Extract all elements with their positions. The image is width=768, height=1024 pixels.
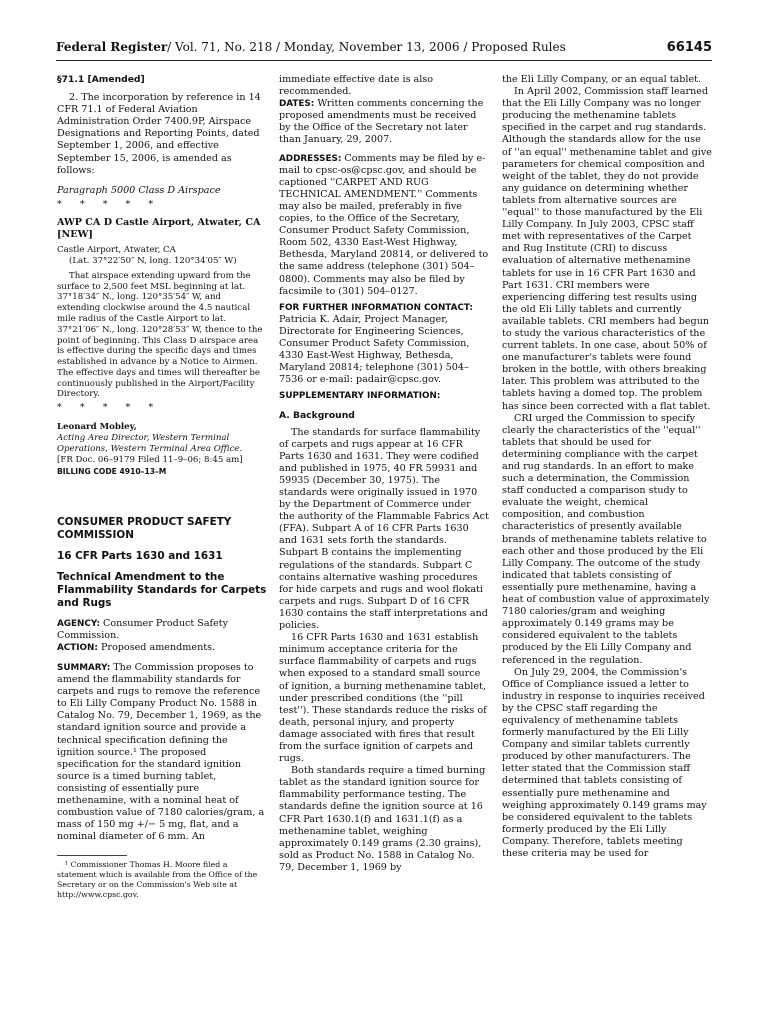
billing-code: BILLING CODE 4910–13–M: [57, 466, 167, 476]
airspace-description: That airspace extending upward from the surface to 2,500 feet MSL beginning at lat. 37°18′34″ N., long. 120°35′54″ W, and extending clockwise around the 4.5 nautical mile radius of the Castle Airport to lat. 37°21′06″ N., long. 120°28′53″ W, thence to the point of beginning. This Class D airspace area is effective during the specific days and times established in advance by a Notice to Airmen. The effective days and times will thereafter be continuously published in the Airport/Facility Directory.: [57, 270, 263, 400]
airspace-title: AWP CA D Castle Airport, Atwater, CA [NEW]: [57, 216, 261, 241]
summary-label: SUMMARY:: [57, 662, 111, 673]
airport-location: Castle Airport, Atwater, CA: [57, 245, 176, 256]
background-para-3: Both standards require a timed burning tablet as the standard ignition source for flammability performance testing. The standards define the ignition source at 16 CFR Part 1630.1(f) and 1631.1(f) as a methenamine tablet, weighing approximately 0.149 grams (2.30 grains), sold as Product No. 1588 in Catalog No. 79, December 1, 1969 by: [279, 765, 486, 873]
stars-divider: * * * * *: [57, 198, 154, 210]
fr-doc-line: [FR Doc. 06–9179 Filed 11–9–06; 8:45 am]: [57, 454, 243, 465]
addresses-text: Comments may be filed by e-mail to cpsc-os@cpsc.gov, and should be captioned ''CARPET AND RUG TECHNICAL AMENDMENT.'' Comments may also be mailed, preferably in five copies, to the Office of the Secretary, Consumer Product Safety Commission, Room 502, 4330 East-West Highway, Bethesda, Maryland 20814, or delivered to the same address (telephone (301) 504–0800). Comments may also be filed by facsimile to (301) 504–0127.: [279, 152, 489, 297]
background-continued: the Eli Lilly Company, or an equal tablet.: [502, 74, 702, 85]
airport-coords: (Lat. 37°22′50″ N, long. 120°34′05″ W): [69, 255, 237, 266]
agency-name: CONSUMER PRODUCT SAFETY COMMISSION: [57, 515, 232, 541]
supplementary-label: SUPPLEMENTARY INFORMATION:: [279, 391, 441, 402]
summary-text: The Commission proposes to amend the flammability standards for carpets and rugs to remove the reference to Eli Lilly Company Product No. 1588 in Catalog No. 79, December 1, 1969, as the standard ignition source and provide a technical specification defining the ignition source.¹ The proposed specification for the standard ignition source is a timed burning tablet, consisting of essentially pure methenamine, with a nominal heat of combustion value of 7180 calories/gram, a mass of 150 mg +/− 5 mg, flat, and a nominal diameter of 6 mm. An: [57, 661, 265, 843]
dates-text: Written comments concerning the proposed amendments must be received by the Office of the Secretary not later than January, 29, 2007.: [279, 98, 484, 146]
footnote: ¹ Commissioner Thomas H. Moore filed a statement which is available from the Office of the Secretary or on the Commission's Web site at http://www.cpsc.gov.: [57, 860, 258, 900]
col3-para-2: CRI urged the Commission to specify clearly the characteristics of the ''equal'' tablets that should be used for determining compliance with the carpet and rug standards. In an effort to make such a determination, the Commission staff conducted a comparison study to evaluate the weight, chemical composition, and combustion characteristics of presently available brands of methenamine tablets relative to each other and those produced by the Eli Lilly Company. The outcome of the study indicated that tablets consisting of essentially pure methenamine, having a heat of combustion value of approximately 7180 calories/gram and weighing approximately 0.149 grams may be considered equivalent to the tablets produced by the Eli Lilly Company and referenced in the regulation.: [502, 412, 710, 666]
background-para-2: 16 CFR Parts 1630 and 1631 establish minimum acceptance criteria for the surface flammability of carpets and rugs when exposed to a standard small source of ignition, a burning methenamine tablet, under prescribed conditions (the ''pill test''). These standards reduce the risks of death, personal injury, and property damage associated with fires that result from the surface ignition of carpets and rugs.: [279, 632, 487, 765]
column-1: [57, 74, 267, 900]
agency-label: AGENCY:: [57, 618, 100, 629]
column-3: [502, 74, 712, 860]
agency-text: Consumer Product Safety Commission.: [57, 617, 229, 641]
further-info-label: FOR FURTHER INFORMATION CONTACT:: [279, 302, 473, 313]
amend-paragraph: 2. The incorporation by reference in 14 CFR 71.1 of Federal Aviation Administration Order 7400.9P, Airspace Designations and Reporting Points, dated September 1, 2006, and effective September 15, 2006, is amended as follows:: [57, 92, 261, 176]
col3-para-1: In April 2002, Commission staff learned that the Eli Lilly Company was no longer producing the methenamine tablets specified in the carpet and rug standards. Although the standards allow for the use of ''an equal'' methenamine tablet and give parameters for chemical composition and weight of the tablet, they do not provide any guidance on determining whether tablets from alternative sources are ''equal'' to those manufactured by the Eli Lilly Company. In July 2003, CPSC staff met with representatives of the Carpet and Rug Institute (CRI) to discuss evaluation of alternative methenamine tablets for use in 16 CFR Part 1630 and Part 1631. CRI members were experiencing differing test results using the old Eli Lilly tablets and currently available tablets. CRI members had begun to study the various characteristics of the current tablets. In one case, about 50% of one manufacturer's tablets were found broken in the bottle, with others breaking later. This problem was attributed to the tablets having a domed top. The problem has since been corrected with a flat tablet.: [502, 86, 712, 412]
footnote-rule: [57, 855, 127, 856]
signer-title: Acting Area Director, Western Terminal Operations, Western Terminal Area Office.: [57, 433, 243, 454]
action-label: ACTION:: [57, 642, 98, 653]
background-para-1: The standards for surface flammability of carpets and rugs appear at 16 CFR Parts 1630 and 1631. They were codified and published in 1975, 40 FR 59931 and 59935 (December 30, 1975). The standards were originally issued in 1970 by the Department of Commerce under the authority of the Flammable Fabrics Act (FFA). Subpart A of 16 CFR Parts 1630 and 1631 sets forth the standards. Subpart B contains the implementing regulations of the standards. Subpart C contains alternative washing procedures for hide carpets and rugs and wool flokati carpets and rugs. Subpart D of 16 CFR 1630 contains the staff interpretations and policies.: [279, 426, 489, 632]
cfr-parts: 16 CFR Parts 1630 and 1631: [57, 549, 223, 562]
further-info-text: Patricia K. Adair, Project Manager, Directorate for Engineering Sciences, Consumer Product Safety Commission, 4330 East-West Highway, Bethesda, Maryland 20814; telephone (301) 504–7536 or e-mail: padair@cpsc.gov.: [279, 313, 470, 386]
document-title: Technical Amendment to the Flammability Standards for Carpets and Rugs: [57, 570, 267, 609]
col3-para-3: On July 29, 2004, the Commission's Office of Compliance issued a letter to industry in response to inquiries received by the CPSC staff regarding the equivalency of methenamine tablets formerly manufactured by the Eli Lilly Company and similar tablets currently produced by other manufacturers. The letter stated that the Commission staff determined that tablets consisting of essentially pure methenamine and weighing approximately 0.149 grams may be considered equivalent to the tablets formerly produced by the Eli Lilly Company. Therefore, tablets meeting these criteria may be used for: [502, 666, 707, 859]
journal-name: Federal Register: [56, 40, 168, 54]
issue-info: / Vol. 71, No. 218 / Monday, November 13, 2006 / Proposed Rules: [167, 40, 566, 54]
dates-label: DATES:: [279, 99, 315, 110]
section-title: §71.1 [Amended]: [57, 74, 145, 85]
signer-name: Leonard Mobley,: [57, 422, 137, 433]
summary-continued: immediate effective date is also recommended.: [279, 74, 434, 98]
action-text: Proposed amendments.: [100, 641, 216, 653]
page-header: [56, 40, 712, 60]
page-number: 66145: [666, 40, 712, 55]
stars-divider-2: * * * * *: [57, 402, 154, 414]
addresses-label: ADDRESSES:: [279, 153, 342, 164]
column-2: [279, 74, 489, 874]
paragraph-label: Paragraph 5000 Class D Airspace: [57, 184, 221, 196]
header-rule: [56, 60, 712, 61]
section-a-heading: A. Background: [279, 410, 355, 422]
